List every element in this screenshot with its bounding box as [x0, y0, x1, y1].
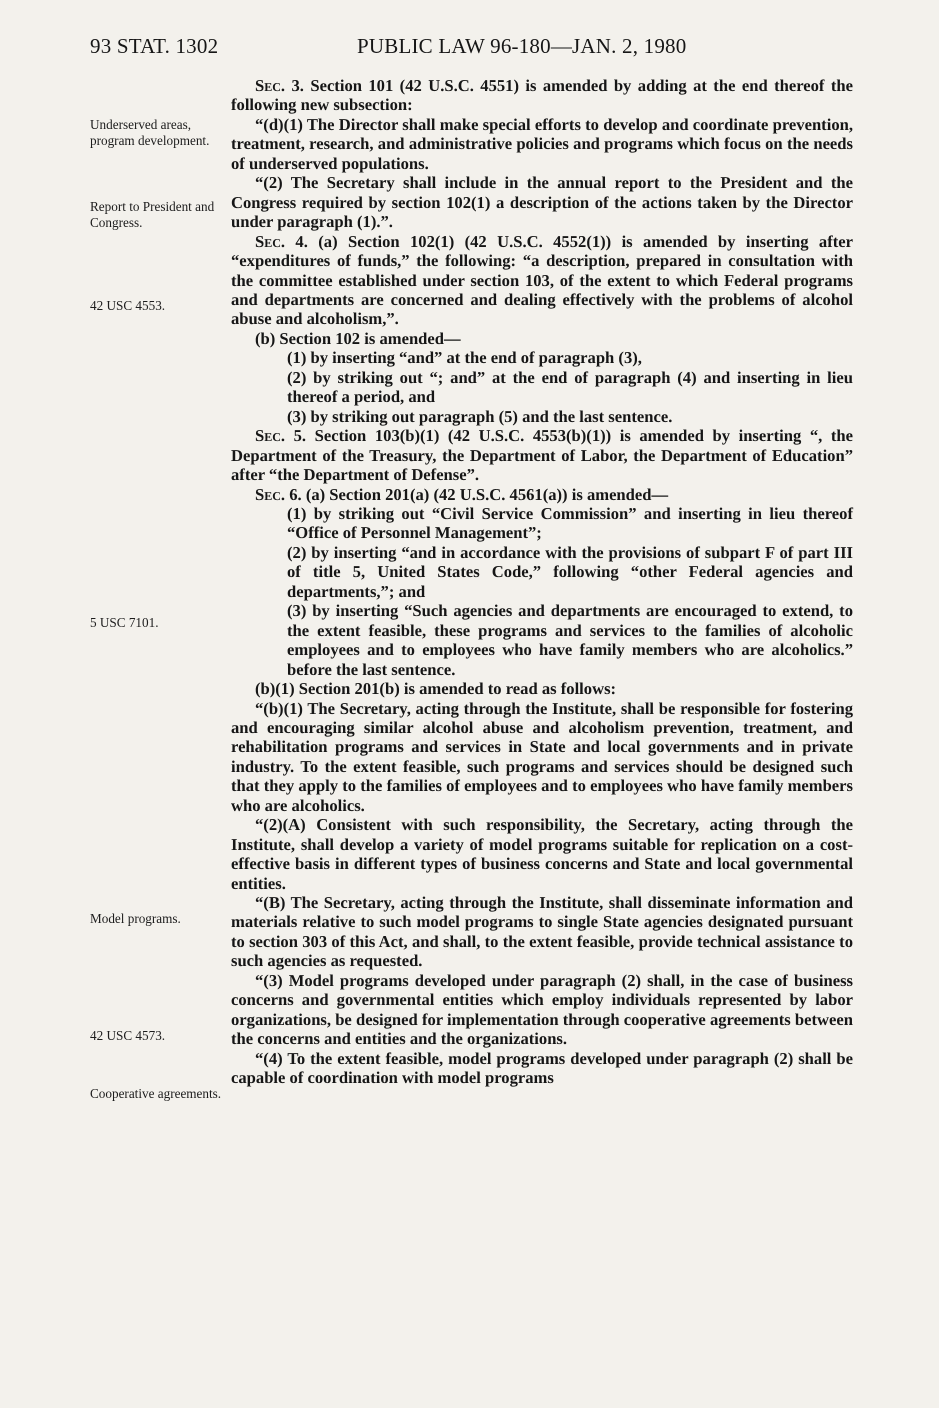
paragraph: “(B) The Secretary, acting through the Institute, shall disseminate information and materials relative to such model programs to single State agencies designated pursuant to section 303 of this Act, and shall, to the extent feasible, provide technical assistance to such agencies as requested. [231, 893, 853, 971]
paragraph: (b)(1) Section 201(b) is amended to read as follows: [255, 679, 617, 699]
margin-note-model-programs: Model programs. [90, 911, 181, 926]
paragraph: “(b)(1) The Secretary, acting through the Institute, shall be responsible for fostering and encouraging similar alcohol abuse and alcoholism prevention, treatment, and rehabilitation programs and services in State and local governments and in private industry. To the extent feasible, such programs and services should be designed such that they apply to the families of employees and to employees who have family members who are alcoholics. [231, 698, 853, 815]
section-label: Sec. 6. [255, 484, 302, 504]
paragraph-sec-3 [231, 76, 853, 115]
margin-note-usc-4553: 42 USC 4553. [90, 298, 166, 313]
clause: (1) by striking out “Civil Service Commission” and inserting in lieu thereof “Office of Personnel Management”; [287, 503, 853, 543]
law-title: PUBLIC LAW 96-180—JAN. 2, 1980 [357, 34, 687, 58]
paragraph-text: (a) Section 102(1) (42 U.S.C. 4552(1)) is amended by inserting after “expenditures of funds,” the following: “a description, prepared in consultation with the committee established under section 103, of the extent to which Federal programs and departments are concerned and dealing effectively with the problems of alcohol abuse and alcoholism,”. [231, 231, 853, 329]
body-text [231, 76, 853, 1088]
paragraph: “(3) Model programs developed under paragraph (2) shall, in the case of business concerns and governmental entities which employ individuals represented by labor organizations, be designed for implementation through cooperative agreements between the concerns and entities and the organizations. [231, 970, 853, 1049]
paragraph-sec-6 [231, 485, 853, 504]
paragraph: (b) Section 102 is amended— [255, 328, 461, 348]
paragraph-text: Section 103(b)(1) (42 U.S.C. 4553(b)(1)) is amended by inserting “, the Department of the Treasury, the Department of Labor, the Department of Education” after “the Department of Defense”. [231, 426, 853, 485]
paragraph-text: (a) Section 201(a) (42 U.S.C. 4561(a)) is amended— [305, 484, 669, 504]
clause: (3) by striking out paragraph (5) and the last sentence. [287, 406, 673, 426]
margin-note-cooperative: Cooperative agreements. [90, 1086, 222, 1101]
paragraph-text: Section 101 (42 U.S.C. 4551) is amended by adding at the end thereof the following new subsection: [231, 76, 853, 115]
margin-note-underserved: Underserved areas, program development. [90, 117, 210, 148]
paragraph: “(2) The Secretary shall include in the annual report to the President and the Congress required by section 102(1) a description of the actions taken by the Director under paragraph (1).”. [231, 173, 853, 232]
paragraph: “(d)(1) The Director shall make special efforts to develop and coordinate prevention, treatment, research, and administrative policies and programs which focus on the needs of underserved populations. [231, 114, 853, 173]
clause: (1) by inserting “and” at the end of paragraph (3), [287, 348, 642, 368]
paragraph-sec-4 [231, 232, 853, 329]
clause: (3) by inserting “Such agencies and departments are encouraged to extend, to the extent feasible, these programs and services to the families of alcoholic employees and to employees who have family members who are alcoholics.” before the last sentence. [287, 601, 853, 679]
paragraph: “(2)(A) Consistent with such responsibility, the Secretary, acting through the Institute, shall develop a variety of model programs suitable for replication on a cost-effective basis in different types of business concerns and State and local governmental entities. [231, 815, 853, 893]
page-number: 93 STAT. 1302 [90, 34, 219, 58]
margin-note-usc-7101: 5 USC 7101. [90, 615, 159, 630]
clause: (2) by striking out “; and” at the end of paragraph (4) and inserting in lieu thereof a period, and [287, 367, 853, 407]
section-label: Sec. 3. [255, 76, 304, 95]
clause: (2) by inserting “and in accordance with the provisions of subpart F of part III of title 5, United States Code,” following “other Federal agencies and departments,”; and [287, 542, 853, 601]
section-label: Sec. 4. [255, 231, 308, 251]
page-header [90, 34, 850, 64]
section-label: Sec. 5. [255, 426, 307, 446]
margin-note-report: Report to President and Congress. [90, 199, 215, 230]
paragraph-sec-5 [231, 426, 853, 484]
paragraph: “(4) To the extent feasible, model programs developed under paragraph (2) shall be capable of coordination with model programs [231, 1048, 853, 1088]
margin-note-usc-4573: 42 USC 4573. [90, 1028, 166, 1043]
